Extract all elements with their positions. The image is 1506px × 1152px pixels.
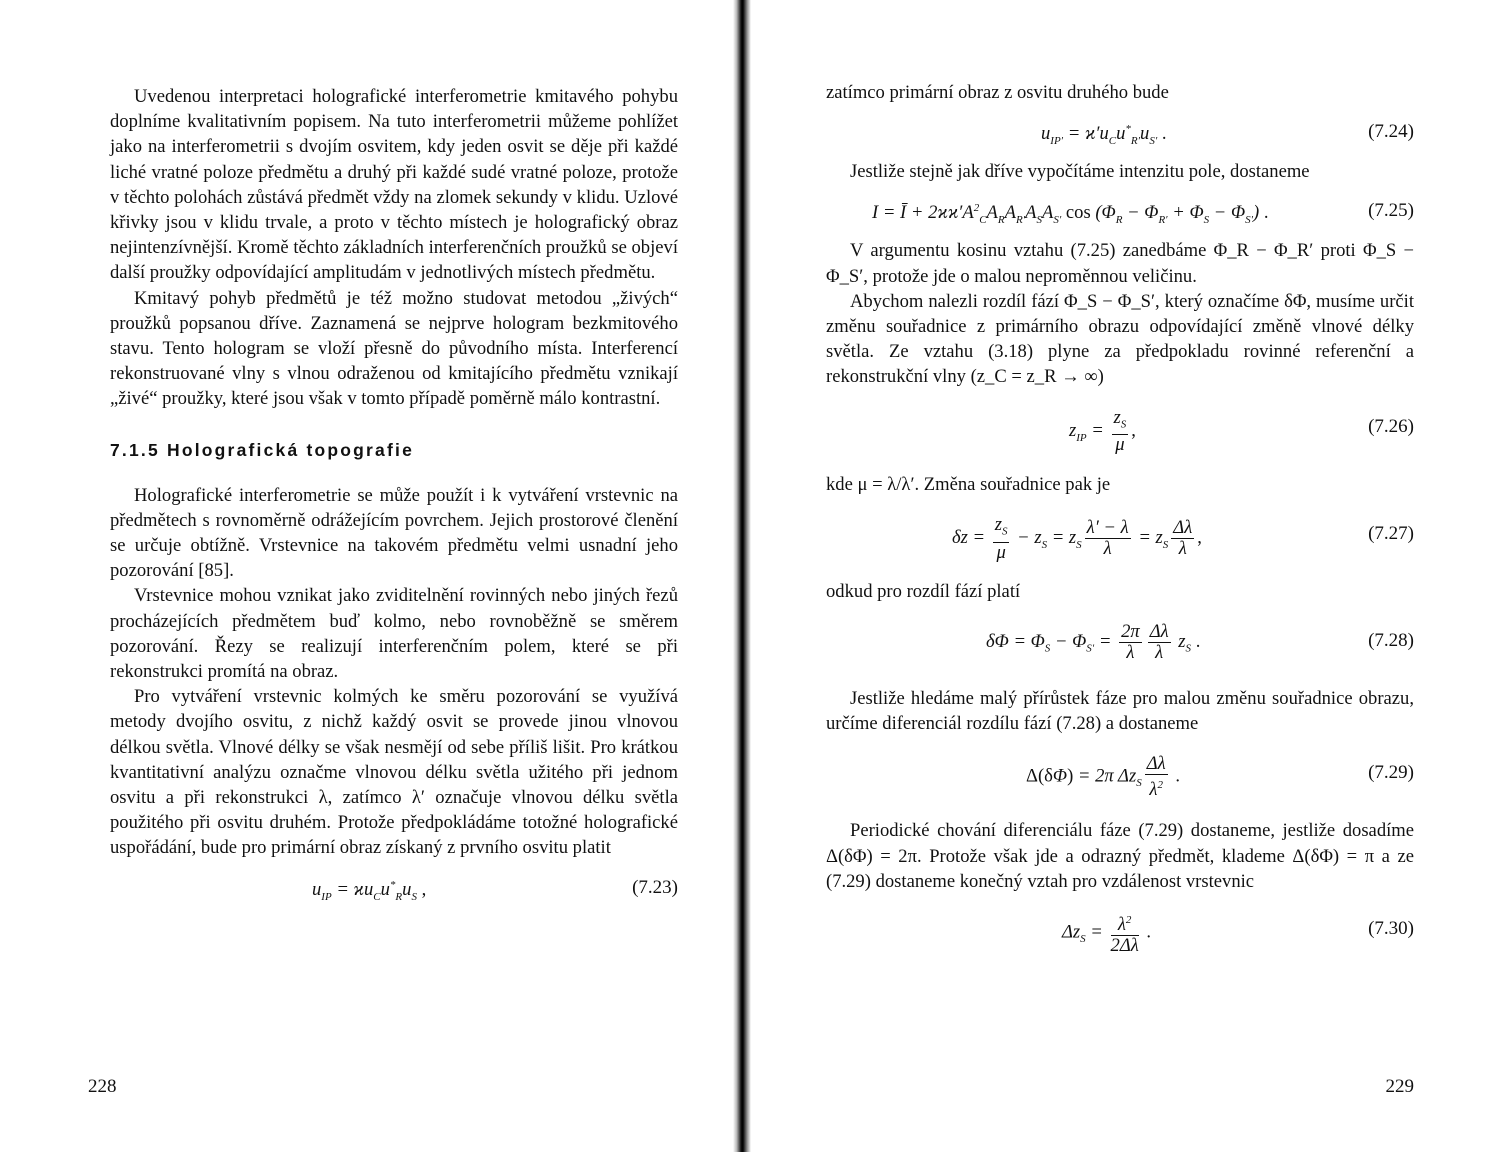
equation-number: (7.27) [1368,522,1414,544]
paragraph: kde μ = λ/λ′. Změna souřadnice pak je [826,473,1111,495]
paragraph: Kmitavý pohyb předmětů je též možno studovat metodou „živých“ proužků popsanou dříve. Zaznamená se nejprve hologram bezkmitového stavu. Tento hologram se vloží přesně do původního místa. Interferencí rekonstruované vlny s vlnou odraženou od kmitajícího předmětu vznikají „živé“ proužky, které jsou však v tomto případě poměrně málo kontrastní. [110,287,678,410]
equation-7-23 [110,873,678,903]
equation-number: (7.29) [1368,762,1414,784]
section-heading: 7.1.5 Holografická topografie [110,439,414,460]
page-number: 229 [1385,1076,1414,1097]
paragraph: Jestliže stejně jak dříve vypočítáme intenzitu pole, dostaneme [850,161,1310,183]
equation-formula: $u_{IP'} = ϰ'u_Cu^*_{R'}u_{S'}$ . [1041,123,1167,148]
left-page [0,0,733,1152]
equation-formula: $u_{IP} = ϰu_Cu^*_Ru_S$ , [312,878,427,903]
equation-7-27 [826,509,1414,567]
equation-7-29 [826,748,1414,806]
equation-number: (7.25) [1368,200,1414,222]
equation-number: (7.30) [1368,918,1414,940]
equation-formula: δz = $\frac{z_S}{\mu}$ − $z_S = z_S$ $\frac{\lambda' - \lambda}{\lambda}$ = $z_S$ $\frac{\Delta\lambda}{\lambda}$ , [952,513,1202,563]
equation-formula: Δ(δΦ) = 2π $\Delta z_S$ $\frac{\Delta\lambda}{\lambda^2}$ . [1026,753,1180,801]
page-number: 228 [88,1076,117,1097]
equation-7-25 [826,196,1414,226]
equation-formula: $\Delta z_S$ = $\frac{\lambda^2}{2\Delta\lambda}$ . [1062,910,1151,956]
paragraph: zatímco primární obraz z osvitu druhého bude [826,82,1169,103]
paragraph: Uvedenou interpretaci holografické interferometrie kmitavého pohybu doplníme kvalitativním popisem. Na tuto interferometrii můžeme pohlížet jako na interferometrii s dvojím osvitem, kdy jeden osvit se děje při každé liché vratné poloze předmětu a druhý při každé sudé vratné poloze, protože v těchto polohách zůstává předmět vždy na zlomek sekundy v klidu. Uzlové křivky jsou v klidu trvale, a proto v těchto místech je holografický obraz nejintenzívnější. Kromě těchto základních interferenčních proužků se objeví další proužky odpovídající amplitudám v jednotlivých místech předmětu. [110,86,678,284]
equation-formula: $z_{IP}$ = $\frac{z_S}{\mu}$ , [1069,406,1136,456]
paragraph: Holografické interferometrie se může použít i k vytváření vrstevnic na předmětech s rovnoměrně odrážejícím povrchem. Jejich prostorové členění se určuje obtížně. Vrstevnice na takovém předmětu velmi usnadní jeho pozorování [85]. [110,484,678,582]
paragraph: odkud pro rozdíl fází platí [826,580,1021,602]
equation-number: (7.28) [1368,630,1414,652]
paragraph: Pro vytváření vrstevnic kolmých ke směru pozorování se využívá metody dvojího osvitu, z nichž každý osvit se provede jinou vlnovou délkou světla. Vlnové délky se však nesmějí od sebe příliš lišit. Pro krátkou kvantitativní analýzu označme vlnovou délku světla užitého při jednom osvitu a při rekonstrukci λ, zatímco λ′ označuje vlnovou délku světla použitého při osvitu druhém. Protože předpokládáme totožné holografické uspořádání, bude pro primární obraz získaný z prvního osvitu platit [110,686,678,859]
equation-number: (7.26) [1368,415,1414,437]
paragraph: Jestliže hledáme malý přírůstek fáze pro malou změnu souřadnice obrazu, určíme diferenciál rozdílu fází (7.28) a dostaneme [826,688,1414,735]
left-text-column [110,84,678,915]
right-page [751,0,1506,1152]
equation-7-26 [826,402,1414,460]
book-spine [733,0,751,1152]
equation-formula: I = Ī + $2ϰϰ'A^2_CA_RA_{R'}A_SA_{S'}$ $\cos (\Phi_R - \Phi_{R'} + \Phi_S - \Phi_{S'})$ . [872,202,1269,227]
equation-number: (7.24) [1368,121,1414,143]
paragraph: Abychom nalezli rozdíl fází Φ_S − Φ_S′, který označíme δΦ, musíme určit změnu souřadnice z primárního obrazu odpovídající změně vlnové délky světla. Ze vztahu (3.18) plyne za předpokladu rovinné referenční a rekonstrukční vlny (z_C = z_R → ∞) [826,290,1414,388]
equation-7-28 [826,616,1414,674]
right-text-column [826,80,1414,976]
equation-7-30 [826,906,1414,964]
equation-formula: $\delta\Phi = \Phi_S - \Phi_{S'}$ = $\frac{2\pi}{\lambda}$ $\frac{\Delta\lambda}{\lambda}$ $z_S$ . [986,621,1201,664]
paragraph: Vrstevnice mohou vznikat jako zviditelnění rovinných nebo jiných řezů procházejících předmětem buď kolmo, nebo rovnoběžně se směrem pozorování. Řezy se realizují interferenčním polem, které se při rekonstrukci promítá na obraz. [110,585,678,683]
paragraph: V argumentu kosinu vztahu (7.25) zanedbáme Φ_R − Φ_R′ proti Φ_S − Φ_S′, protože jde o malou neproměnnou veličinu. [826,240,1414,287]
equation-number: (7.23) [632,876,678,898]
equation-7-24 [826,117,1414,147]
paragraph: Periodické chování diferenciálu fáze (7.29) dostaneme, jestliže dosadíme Δ(δΦ) = 2π. Protože však jde a odrazný předmět, klademe Δ(δΦ) = π a ze (7.29) dostaneme konečný vztah pro vzdálenost vrstevnic [826,820,1414,892]
